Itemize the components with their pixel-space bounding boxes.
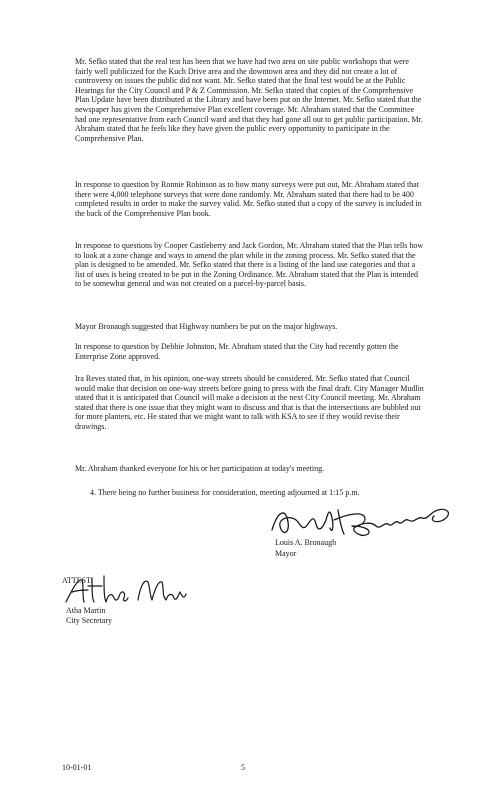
paragraph-sefko-test: Mr. Sefko stated that the real test has been that we have had two area on site public workshops that were fairly well publicized for the Kuch Drive area and the downtown area and they did not create a lot of controversy on issues the public did not want. Mr. Sefko stated that the final test would be at the Public Hearings for the City Council and P & Z Commission. Mr. Sefko stated that copies of the Comprehensive Plan Update have been distributed at the Library and have been put on the Internet. Mr. Sefko stated that the newspaper has given the Comprehensive Plan excellent coverage. Mr. Abraham stated that the Committee had one representative from each Council ward and that they had gone all out to get public participation. Mr. Abraham stated that he feels like they have given the public every opportunity to participate in the Comprehensive Plan. bbox=[75, 57, 423, 143]
paragraph-zone-change: In response to questions by Cooper Castleberry and Jack Gordon, Mr. Abraham stated that the Plan tells how to look at a zone change and ways to amend the plan while in the zoning process. Mr. Sefko stated that the plan is designed to be amended. Mr. Sefko stated that there is a listing of the land use categories and that a list of uses is being created to be put in the Zoning Ordinance. Mr. Abraham stated that the Plan is intended to be somewhat general and was not created on a parcel-by-parcel basis. bbox=[75, 241, 424, 289]
city-secretary-name: Atha Martin bbox=[66, 606, 106, 615]
mayor-title: Mayor bbox=[275, 549, 297, 558]
agenda-item-adjourn: 4. There being no further business for consideration, meeting adjourned at 1:15 p.m. bbox=[90, 488, 360, 497]
paragraph-highway-numbers: Mayor Bronaugh suggested that Highway numbers be put on the major highways. bbox=[75, 322, 338, 331]
paragraph-one-way-streets: Ira Reves stated that, in his opinion, one-way streets should be considered. Mr. Sefko stated that Council would make that decision on one-way streets before going to press with the final draft. City Manager Mudlin stated that it is anticipated that Council will make a decision at the next City Council meeting. Mr. Abraham stated that there is one issue that they might want to discuss and that is that the intersections are bubbled out for more planters, etc. He stated that we might want to talk with KSA to see if they would revise their drawings. bbox=[75, 374, 424, 431]
city-secretary-signature bbox=[62, 572, 192, 608]
paragraph-thanks: Mr. Abraham thanked everyone for his or her participation at today's meeting. bbox=[75, 464, 325, 473]
mayor-signature bbox=[268, 500, 468, 540]
paragraph-enterprise-zone: In response to question by Debbie Johnston, Mr. Abraham stated that the City had recently gotten the Enterprise Zone approved. bbox=[75, 342, 399, 361]
attest-label: ATTEST: bbox=[62, 576, 93, 585]
mayor-name: Louis A. Bronaugh bbox=[275, 538, 337, 547]
footer-date: 10-01-01 bbox=[62, 763, 92, 772]
city-secretary-title: City Secretary bbox=[66, 616, 112, 625]
page-number: 5 bbox=[241, 763, 245, 772]
paragraph-survey-question: In response to question by Ronnie Robinson as to how many surveys were put out, Mr. Abraham stated that there were 4,000 telephone surveys that were done randomly. Mr. Abraham stated that there had to be 400 completed results in order to make the survey valid. Mr. Sefko stated that a copy of the survey is included in the back of the Comprehensive Plan book. bbox=[75, 180, 422, 218]
